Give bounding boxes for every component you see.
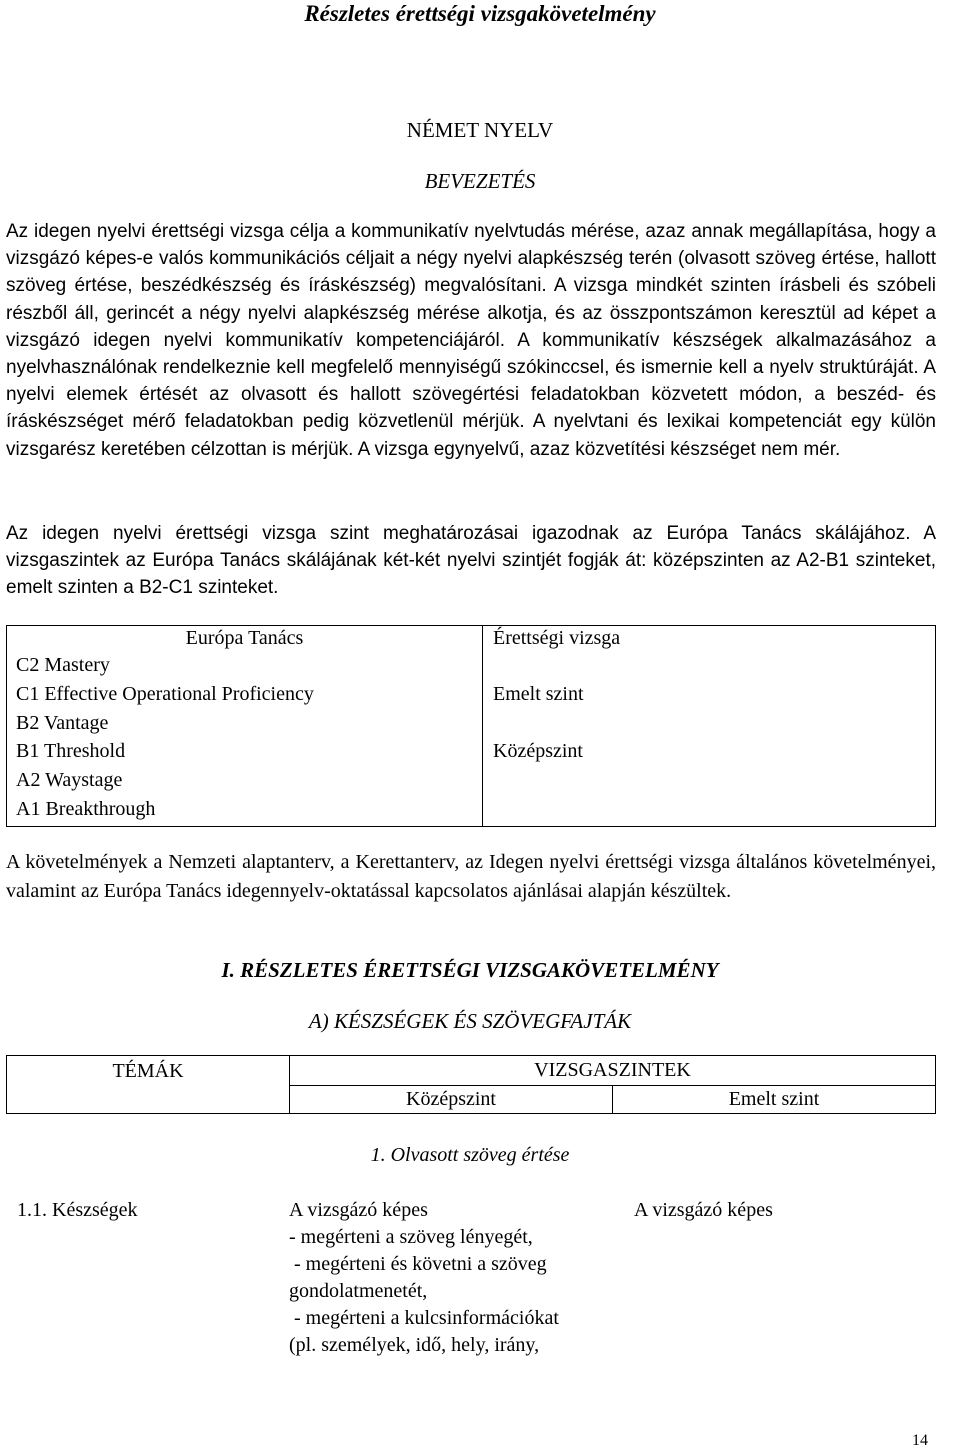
topics-header: TÉMÁK <box>7 1056 290 1114</box>
requirements-paragraph: A követelmények a Nemzeti alaptanterv, a Kerettanterv, az Idegen nyelvi érettségi vizsga általános követelményei, valamint az Európa Tanács idegennyelv-oktatással kapcsolatos ajánlásai alapján készültek. <box>6 851 936 902</box>
table-cell-level: B2 Vantage <box>16 711 109 734</box>
table-cell-exam <box>483 654 936 683</box>
skill-line: A vizsgázó képes <box>289 1199 428 1221</box>
mid-level-header: Középszint <box>290 1086 613 1114</box>
table-cell-exam <box>483 712 936 741</box>
section-title: I. RÉSZLETES ÉRETTSÉGI VIZSGAKÖVETELMÉNY <box>221 958 719 982</box>
table-row <box>7 654 936 683</box>
table-cell-exam: Emelt szint <box>483 683 936 712</box>
skills-advanced-level: A vizsgázó képes <box>634 1199 773 1221</box>
skill-line: - megérteni a szöveg lényegét, <box>289 1226 533 1248</box>
table-cell-level: C2 Mastery <box>16 654 110 677</box>
table-row <box>7 683 936 712</box>
skills-label: 1.1. Készségek <box>17 1199 138 1221</box>
table-cell-level: B1 Threshold <box>16 740 126 763</box>
intro-paragraph: Az idegen nyelvi érettségi vizsga célja a kommunikatív nyelvtudás mérése, azaz annak megállapítása, hogy a vizsgázó képes-e valós kommunikációs céljait a négy nyelvi alapkészség terén (olvasott szöveg értése, hallott szöveg értése, beszédkészség és íráskészség) megvalósítani. A vizsga mindkét szinten írásbeli és szóbeli részből áll, gerincét a négy nyelvi alapkészség mérése alkotja, és az összpontszámon keresztül ad képet a vizsgázó idegen nyelvi kommunikatív kompetenciájáról. A kommunikatív készségek alkalmazásához a nyelvhasználónak rendelkeznie kell megfelelő mennyiségű szókinccsel, és ismernie kell a nyelv struktúráját. A nyelvi elemek értését az olvasott és hallott szövegértési feladatokban közvetett módon, a beszéd- és íráskészséget mérő feladatokban pedig közvetlenül mérjük. A nyelvtani és lexikai kompetenciát egy külön vizsgarész keretében célzottan is mérjük. A vizsga egynyelvű, azaz közvetítési készséget nem mér. <box>6 221 936 460</box>
table-header-council: Európa Tanács <box>185 627 304 649</box>
table-cell-level: A1 Breakthrough <box>16 797 156 820</box>
table-cell-exam <box>483 798 936 827</box>
skill-line: - megérteni és követni a szöveg <box>289 1253 547 1275</box>
table-header-exam: Érettségi vizsga <box>483 626 936 655</box>
skills-mid-level <box>289 1197 629 1359</box>
levels-header: VIZSGASZINTEK <box>290 1056 936 1086</box>
table-row <box>7 740 936 769</box>
table-cell-level: A2 Waystage <box>16 769 123 792</box>
reading-title: 1. Olvasott szöveg értése <box>370 1144 570 1166</box>
subject-heading: NÉMET NYELV <box>406 118 554 142</box>
level-mapping-table <box>6 625 936 827</box>
table-row <box>7 769 936 798</box>
document-title: Részletes érettségi vizsgakövetelmény <box>304 1 656 26</box>
table-row <box>7 712 936 741</box>
table-cell-exam: Középszint <box>483 740 936 769</box>
skill-line: gondolatmenetét, <box>289 1280 428 1302</box>
exam-levels-table <box>6 1055 936 1114</box>
table-cell-exam <box>483 769 936 798</box>
intro-heading: BEVEZETÉS <box>424 169 536 193</box>
sub-title: A) KÉSZSÉGEK ÉS SZÖVEGFAJTÁK <box>308 1009 632 1033</box>
table-row <box>7 798 936 827</box>
skill-line: (pl. személyek, idő, hely, irány, <box>289 1334 540 1356</box>
advanced-level-header: Emelt szint <box>728 1088 820 1110</box>
skill-line: - megérteni a kulcsinformációkat <box>289 1307 559 1329</box>
page-number: 14 <box>912 1432 928 1449</box>
table-cell-level: C1 Effective Operational Proficiency <box>16 682 314 705</box>
levels-paragraph: Az idegen nyelvi érettségi vizsga szint meghatározásai igazodnak az Európa Tanács skálájához. A vizsgaszintek az Európa Tanács skálájának két-két nyelvi szintjét fogják át: középszinten az A2-B1 szinteket, emelt szinten a B2-C1 szinteket. <box>6 523 936 599</box>
